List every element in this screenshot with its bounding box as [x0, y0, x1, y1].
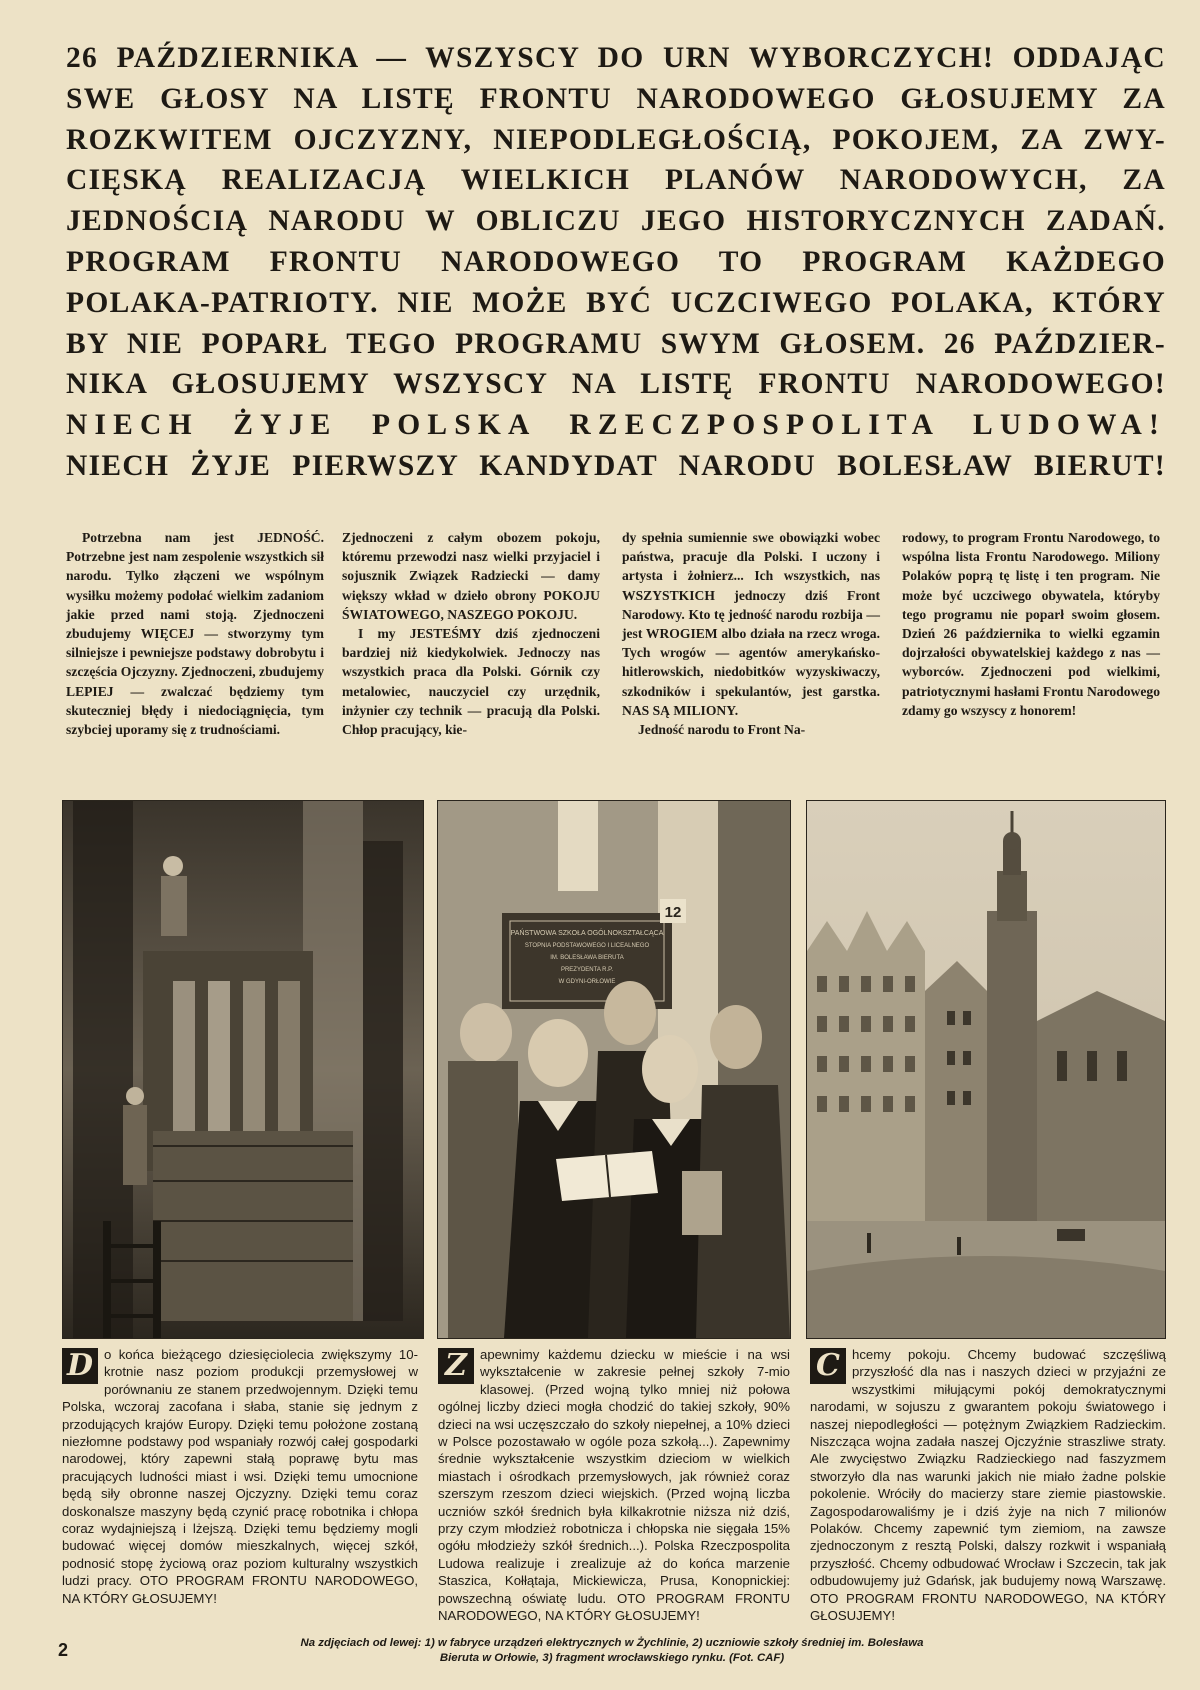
- headline-line: CIĘSKĄ REALIZACJĄ WIELKICH PLANÓW NARODOWYCH, ZA: [66, 164, 1166, 197]
- school-sign-line: PREZYDENTA R.P.: [560, 967, 614, 973]
- headline-line: PROGRAM FRONTU NARODOWEGO TO PROGRAM KAŻDEGO: [66, 245, 1166, 278]
- paragraph: Potrzebna nam jest JEDNOŚĆ. Potrzebne jest nam zespolenie wszystkich sił narodu. Tylko złączeni we wspólnym wysiłku możemy podołać wielkim zadaniom jakie przed nami stoją. Zjednoczeni zbudujemy WIĘCEJ — stworzymy tym silniejsze i pewniejsze podstawy dobrobytu i szczęścia Ojczyzny. Zjednoczeni, zbudujemy LEPIEJ — zwalczać będziemy tym skuteczniej błędy i niedociągnięcia, tym szybciej uporamy się z trudnościami.: [66, 530, 324, 738]
- drop-cap-initial: C: [810, 1348, 846, 1384]
- drop-cap-initial: Z: [438, 1348, 474, 1384]
- paragraph: o końca bieżącego dziesięciolecia zwiększymy 10-krotnie nasz poziom produkcji przemysłowej w porównaniu ze stanem przedwojennym. Dzięki temu Polska, wczoraj zacofana i słaba, stanie się jednym z przodujących krajów Europy. Dzięki temu położone zostaną niezłomne podstawy pod wspaniały rozwój całej gospodarki narodowej, który zapewni stałą poprawę bytu mas pracujących ludności miast i wsi. Dzięki temu umocnione będą siły obronne naszej Ojczyzny. Dzięki temu coraz doskonalsze maszyny będą czynić pracę robotnika i chłopa coraz wydajniejszą i lżejszą. Dzięki temu będziemy mogli budować więcej domów mieszkalnych, więcej szkół, podnosić stopę życiową oraz poziom kulturalny wszystkich ludzi pracy. OTO PROGRAM FRONTU NARODOWEGO, NA KTÓRY GŁOSUJEMY!: [62, 1347, 418, 1606]
- intro-column-1: [66, 528, 324, 739]
- intro-column-3: [622, 528, 880, 739]
- photo-wroclaw-square: [806, 800, 1166, 1339]
- headline: [66, 38, 1166, 487]
- intro-columns: [66, 528, 1166, 788]
- school-sign-line: STOPNIA PODSTAWOWEGO I LICEALNEGO: [524, 943, 650, 949]
- headline-line: 26 PAŹDZIERNIKA — WSZYSCY DO URN WYBORCZYCH! ODDAJĄC: [66, 42, 1166, 74]
- headline-line: NIKA GŁOSUJEMY WSZYSCY NA LISTĘ FRONTU NARODOWEGO!: [66, 368, 1166, 401]
- paragraph: I my JESTEŚMY dziś zjednoczeni bardziej niż kiedykolwiek. Jednoczy nas wszystkich praca dla Polski. Górnik czy metalowiec, nauczyciel czy urzędnik, inżynier czy technik — pracują dla Polski. Chłop pracujący, kie-: [342, 626, 600, 738]
- article-column-peace: [810, 1346, 1166, 1625]
- intro-column-2: [342, 528, 600, 739]
- headline-line: JEDNOŚCIĄ NARODU W OBLICZU JEGO HISTORYCZNYCH ZADAŃ.: [66, 205, 1166, 238]
- photo-students: [437, 800, 791, 1339]
- page-number: 2: [58, 1640, 69, 1660]
- school-sign-line: PAŃSTWOWA SZKOŁA OGÓLNOKSZTAŁCĄCA: [510, 930, 664, 937]
- headline-line: NIECH ŻYJE PIERWSZY KANDYDAT NARODU BOLESŁAW BIERUT!: [66, 449, 1166, 482]
- photo-factory: [62, 800, 424, 1339]
- headline-line: POLAKA-PATRIOTY. NIE MOŻE BYĆ UCZCIWEGO POLAKA, KTÓRY: [66, 286, 1166, 319]
- headline-line: SWE GŁOSY NA LISTĘ FRONTU NARODOWEGO GŁOSUJEMY ZA: [66, 82, 1166, 115]
- paragraph: Jedność narodu to Front Na-: [638, 722, 806, 738]
- room-number: 12: [664, 904, 682, 921]
- paragraph: rodowy, to program Frontu Narodowego, to wspólna lista Frontu Narodowego. Miliony Polaków poprą tę listę i ten program. Nie może być uczciwego obywatela, któryby tego programu nie poparł swoim głosem. Dzień 26 października to wielki egzamin dojrzałości obywatelskiej każdego z nas — wyborców. Zjednoczeni pod wielkimi, patriotycznymi hasłami Frontu Narodowego zdamy go wszyscy z honorem!: [902, 530, 1160, 718]
- photo-caption: Na zdjęciach od lewej: 1) w fabryce urządzeń elektrycznych w Żychlinie, 2) uczniowie szkoły średniej im. Bolesława Bieruta w Orłowie, 3) fragment wrocławskiego rynku. (Fot. CAF): [300, 1637, 924, 1664]
- headline-line: NIECH ŻYJE POLSKA RZECZPOSPOLITA LUDOWA!: [66, 409, 1166, 442]
- intro-column-4: [902, 528, 1160, 720]
- paragraph: Zjednoczeni z całym obozem pokoju, któremu przewodzi nasz wielki przyjaciel i sojusznik Związek Radziecki — damy większy wkład w dzieło obrony POKOJU ŚWIATOWEGO, NASZEGO POKOJU.: [342, 530, 600, 622]
- headline-line: ROZKWITEM OJCZYZNY, NIEPODLEGŁOŚCIĄ, POKOJEM, ZA ZWY-: [66, 123, 1166, 156]
- article-column-education: [438, 1346, 790, 1625]
- drop-cap-initial: D: [62, 1348, 98, 1384]
- article-column-industry: [62, 1346, 418, 1607]
- paragraph: apewnimy każdemu dziecku w mieście i na wsi wykształcenie w zakresie pełnej szkoły 7-mio klasowej. (Przed wojną tylko mniej niż połowa ogólnej liczby dzieci mogła chodzić do takiej szkoły, 90% dzieci na wsi uczęszczało do szkoły niepełnej, a 10% dzieci w Polsce pozostawało w ogóle poza szkołą...). Zapewnimy średnie wykształcenie wszystkim dzieciom w wielkich miastach i ośrodkach przemysłowych, jak również coraz szerszym rzeszom dzieci wiejskich. (Przed wojną liczba uczniów szkół średnich była kilkakrotnie niższa niż dziś, przy czym młodzież robotnicza i chłopska nie sięgała 15% ogółu młodzieży szkół średnich...). Polska Rzeczpospolita Ludowa realizuje i zrealizuje aż do końca marzenie Staszica, Kołłątaja, Mickiewicza, Prusa, Konopnickiej: powszechną oświatę ludu. OTO PROGRAM FRONTU NARODOWEGO, NA KTÓRY GŁOSUJEMY!: [438, 1347, 790, 1624]
- school-sign-line: W GDYNI-ORŁOWIE: [558, 979, 616, 985]
- paragraph: dy spełnia sumiennie swe obowiązki wobec państwa, pracuje dla Polski. I uczony i artysta i żołnierz... Ich wszystkich, nas WSZYSTKICH jednoczy dziś Front Narodowy. Kto tę jedność narodu rozbija — jest WROGIEM albo działa na rzecz wroga. Tych wrogów — agentów amerykańsko-hitlerowskich, niedobitków wyzyskiwaczy, szkodników i spekulantów, jest garstka. NAS SĄ MILIONY.: [622, 530, 880, 718]
- paragraph: hcemy pokoju. Chcemy budować szczęśliwą przyszłość dla nas i naszych dzieci w przyjaźni ze wszystkimi miłującymi pokój demokratycznymi narodami, w sojuszu z gwarantem pokoju światowego i naszej niepodległości — potężnym Związkiem Radzieckim. Niszcząca wojna zadała naszej Ojczyźnie straszliwe straty. Ale zwycięstwo Związku Radzieckiego nad faszyzmem stworzyło dla nas warunki jakich nie miało żadne polskie pokolenie. Wróciły do macierzy stare ziemie piastowskie. Zagospodarowaliśmy je i dziś żyje na nich 7 milionów Polaków. Chcemy zapewnić tym ziemiom, na zawsze zjednoczonym z resztą Polski, dalszy rozkwit i wspaniałą przyszłość. Chcemy odbudować Wrocław i Szczecin, tak jak odbudowujemy już Gdańsk, jak budujemy nową Warszawę. OTO PROGRAM FRONTU NARODOWEGO, NA KTÓRY GŁOSUJEMY!: [810, 1347, 1166, 1624]
- school-sign-line: IM. BOLESŁAWA BIERUTA: [550, 955, 624, 961]
- headline-line: BY NIE POPARŁ TEGO PROGRAMU SWYM GŁOSEM. 26 PAŹDZIER-: [66, 327, 1166, 360]
